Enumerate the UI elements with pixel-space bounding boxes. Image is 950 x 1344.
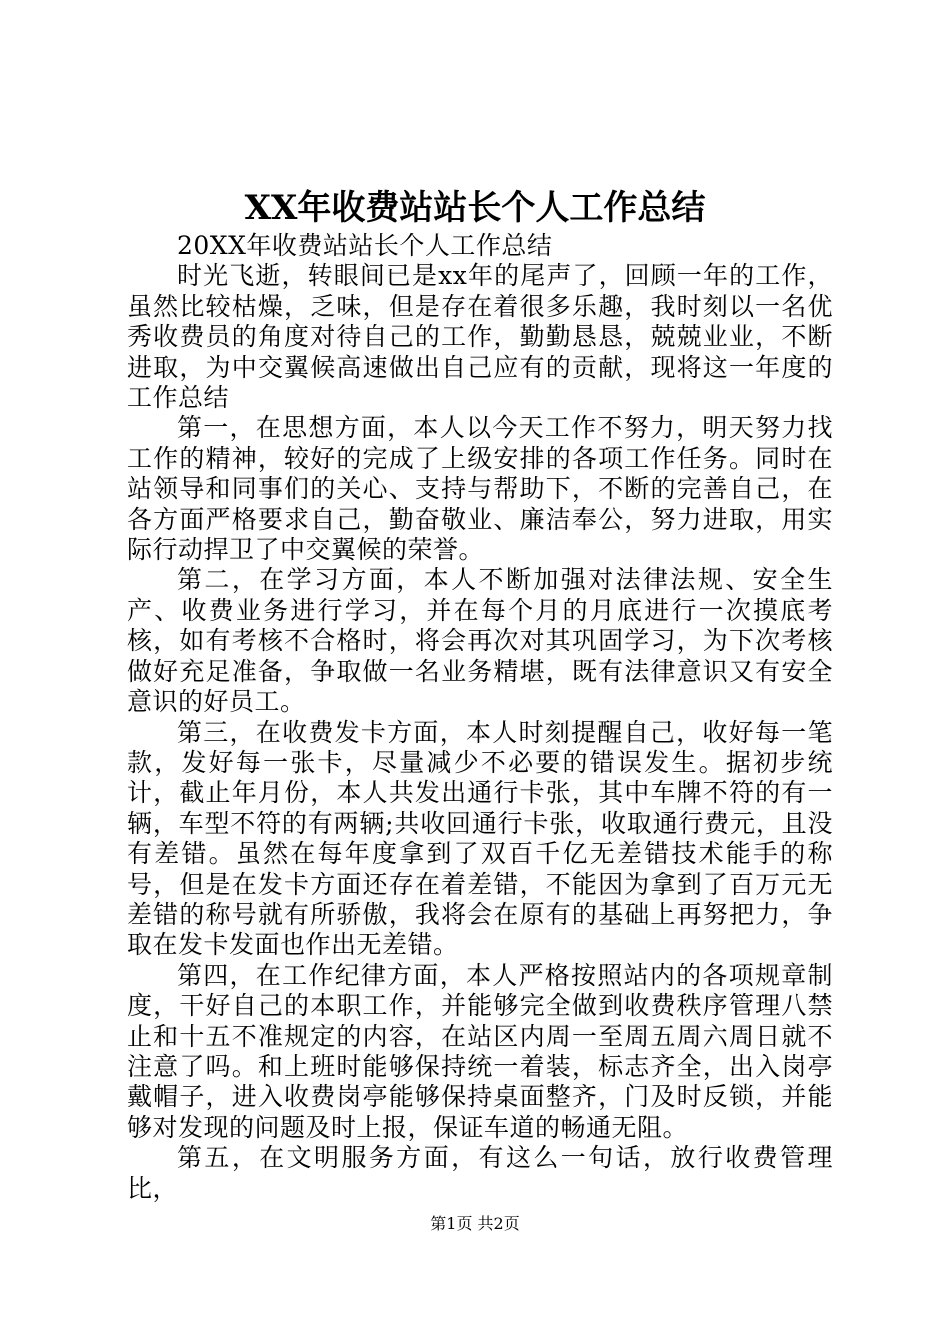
page-number-footer: 第1页 共2页 [430, 1214, 520, 1233]
paragraph-third: 第三，在收费发卡方面，本人时刻提醒自己，收好每一笔款，发好每一张卡，尽量减少不必要的错误发生。据初步统计，截止年月份，本人共发出通行卡张，其中车牌不符的有一辆，车型不符的有两辆;共收回通行卡张，收取通行费元，且没有差错。虽然在每年度拿到了双百千亿无差错技术能手的称号，但是在发卡方面还存在着差错，不能因为拿到了百万元无差错的称号就有所骄傲，我将会在原有的基础上再努把力，争取在发卡发面也作出无差错。 [127, 717, 833, 960]
paragraph-second: 第二，在学习方面，本人不断加强对法律法规、安全生产、收费业务进行学习，并在每个月的月底进行一次摸底考核，如有考核不合格时，将会再次对其巩固学习，为下次考核做好充足准备，争取做一名业务精堪，既有法律意识又有安全意识的好员工。 [127, 565, 833, 717]
document-title: XX年收费站站长个人工作总结 [244, 188, 706, 228]
paragraph-subtitle: 20XX年收费站站长个人工作总结 [177, 231, 553, 260]
document-body [127, 231, 833, 1204]
paragraph-intro: 时光飞逝，转眼间已是xx年的尾声了，回顾一年的工作，虽然比较枯燥，乏味，但是存在着很多乐趣，我时刻以一名优秀收费员的角度对待自己的工作，勤勤恳恳，兢兢业业，不断进取，为中交翼候高速做出自己应有的贡献，现将这一年度的工作总结 [127, 261, 833, 413]
paragraph-fifth: 第五，在文明服务方面，有这么一句话，放行收费管理比， [127, 1143, 833, 1203]
paragraph-first: 第一，在思想方面，本人以今天工作不努力，明天努力找工作的精神，较好的完成了上级安排的各项工作任务。同时在站领导和同事们的关心、支持与帮助下，不断的完善自己，在各方面严格要求自己，勤奋敬业、廉洁奉公，努力进取，用实际行动捍卫了中交翼候的荣誉。 [127, 413, 833, 565]
paragraph-fourth: 第四，在工作纪律方面，本人严格按照站内的各项规章制度，干好自己的本职工作，并能够完全做到收费秩序管理八禁止和十五不准规定的内容，在站区内周一至周五周六周日就不注意了吗。和上班时能够保持统一着装，标志齐全，出入岗亭戴帽子，进入收费岗亭能够保持桌面整齐，门及时反锁，并能够对发现的问题及时上报，保证车道的畅通无阻。 [127, 960, 833, 1142]
